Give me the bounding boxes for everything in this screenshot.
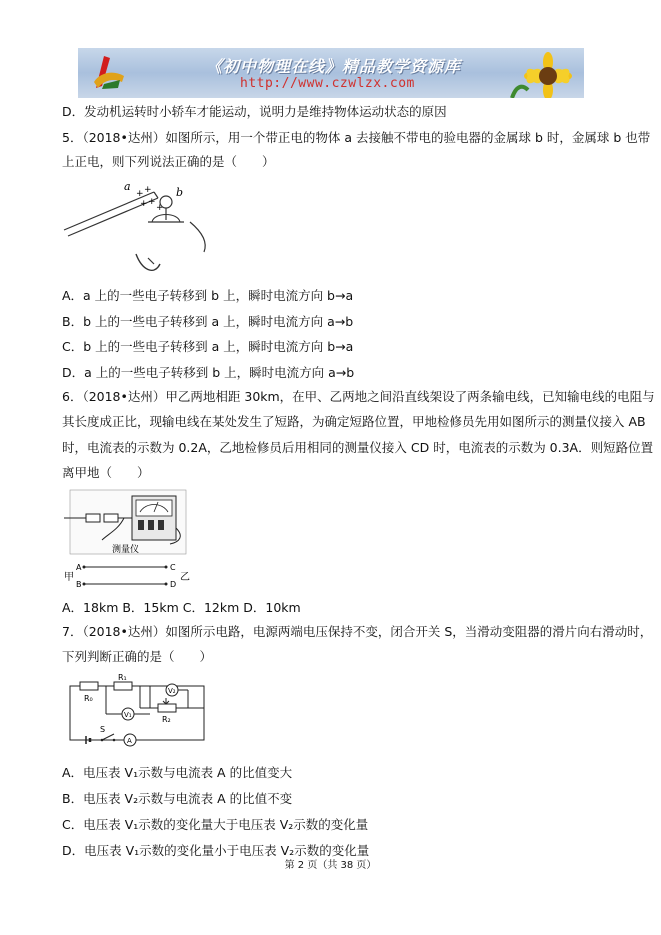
label-V1: V₁: [124, 711, 132, 719]
q7-stem-line1: 7．（2018•达州）如图所示电路，电源两端电压保持不变，闭合开关 S，当滑动变阻器的滑片向右滑动时，: [62, 624, 653, 639]
svg-text:+: +: [136, 189, 144, 199]
q6-stem-line2: 其长度成正比，现输电线在某处发生了短路，为确定短路位置，甲地检修员先用如图所示的测量仪接入 AB: [62, 414, 646, 429]
label-b: b: [176, 186, 184, 199]
label-jia: 甲: [64, 572, 74, 583]
label-V2: V₂: [168, 687, 176, 695]
q6-stem-line1: 6．（2018•达州）甲乙两地相距 30km，在甲、乙两地之间沿直线架设了两条输电线，已知输电线的电阻与: [62, 389, 655, 404]
label-S: S: [100, 725, 106, 734]
banner-url[interactable]: http://www.czwlzx.com: [240, 76, 415, 91]
svg-text:+: +: [140, 199, 148, 209]
label-R0: R₀: [84, 694, 93, 703]
q5-stem-line2: 上正电，则下列说法正确的是（ ）: [62, 154, 275, 169]
label-D: D: [170, 580, 177, 589]
svg-text:+: +: [148, 197, 156, 207]
q5-option-b: B．b 上的一些电子转移到 a 上，瞬时电流方向 a→b: [62, 314, 354, 329]
header-banner: [78, 48, 584, 98]
q6-stem-line3: 时，电流表的示数为 0.2A，乙地检修员后用相同的测量仪接入 CD 时，电流表的示数为 0.3A．则短路位置: [62, 440, 654, 455]
label-yi: 乙: [180, 572, 190, 583]
q7-option-d: D．电压表 V₁示数的变化量小于电压表 V₂示数的变化量: [62, 843, 370, 858]
label-R1: R₁: [118, 674, 127, 682]
q5-option-a: A．a 上的一些电子转移到 b 上，瞬时电流方向 b→a: [62, 288, 354, 303]
q5-option-c: C．b 上的一些电子转移到 a 上，瞬时电流方向 b→a: [62, 339, 354, 354]
q4-option-d: D．发动机运转时小轿车才能运动，说明力是维持物体运动状态的原因: [62, 104, 447, 119]
instrument-caption: 测量仪: [112, 545, 140, 555]
label-R2: R₂: [162, 715, 171, 724]
q6-measuring-figure: [62, 488, 202, 590]
label-A: A: [76, 563, 82, 572]
svg-text:+: +: [156, 203, 164, 213]
q7-stem-line2: 下列判断正确的是（ ）: [62, 649, 213, 664]
svg-text:+: +: [144, 185, 152, 195]
site-logo: [90, 52, 126, 90]
label-C: C: [170, 563, 176, 572]
q7-circuit-figure: [62, 674, 212, 756]
page-footer: 第 2 页（共 38 页）: [284, 860, 377, 871]
q5-electroscope-figure: [62, 180, 212, 278]
q7-option-c: C．电压表 V₁示数的变化量大于电压表 V₂示数的变化量: [62, 817, 369, 832]
q7-option-a: A．电压表 V₁示数与电流表 A 的比值变大: [62, 765, 293, 780]
q5-stem-line1: 5．（2018•达州）如图所示，用一个带正电的物体 a 去接触不带电的验电器的金属球 b 时，金属球 b 也带: [62, 130, 651, 145]
banner-title: 《初中物理在线》精品教学资源库: [206, 57, 462, 76]
label-A: A: [127, 737, 132, 745]
q5-option-d: D．a 上的一些电子转移到 b 上，瞬时电流方向 a→b: [62, 365, 355, 380]
q6-stem-line4: 离甲地（ ）: [62, 465, 150, 480]
label-a: a: [124, 180, 131, 193]
q6-options: A．18km B．15km C．12km D．10km: [62, 600, 301, 615]
q7-option-b: B．电压表 V₂示数与电流表 A 的比值不变: [62, 791, 293, 806]
label-B: B: [76, 580, 82, 589]
sunflower-image: [508, 50, 578, 98]
